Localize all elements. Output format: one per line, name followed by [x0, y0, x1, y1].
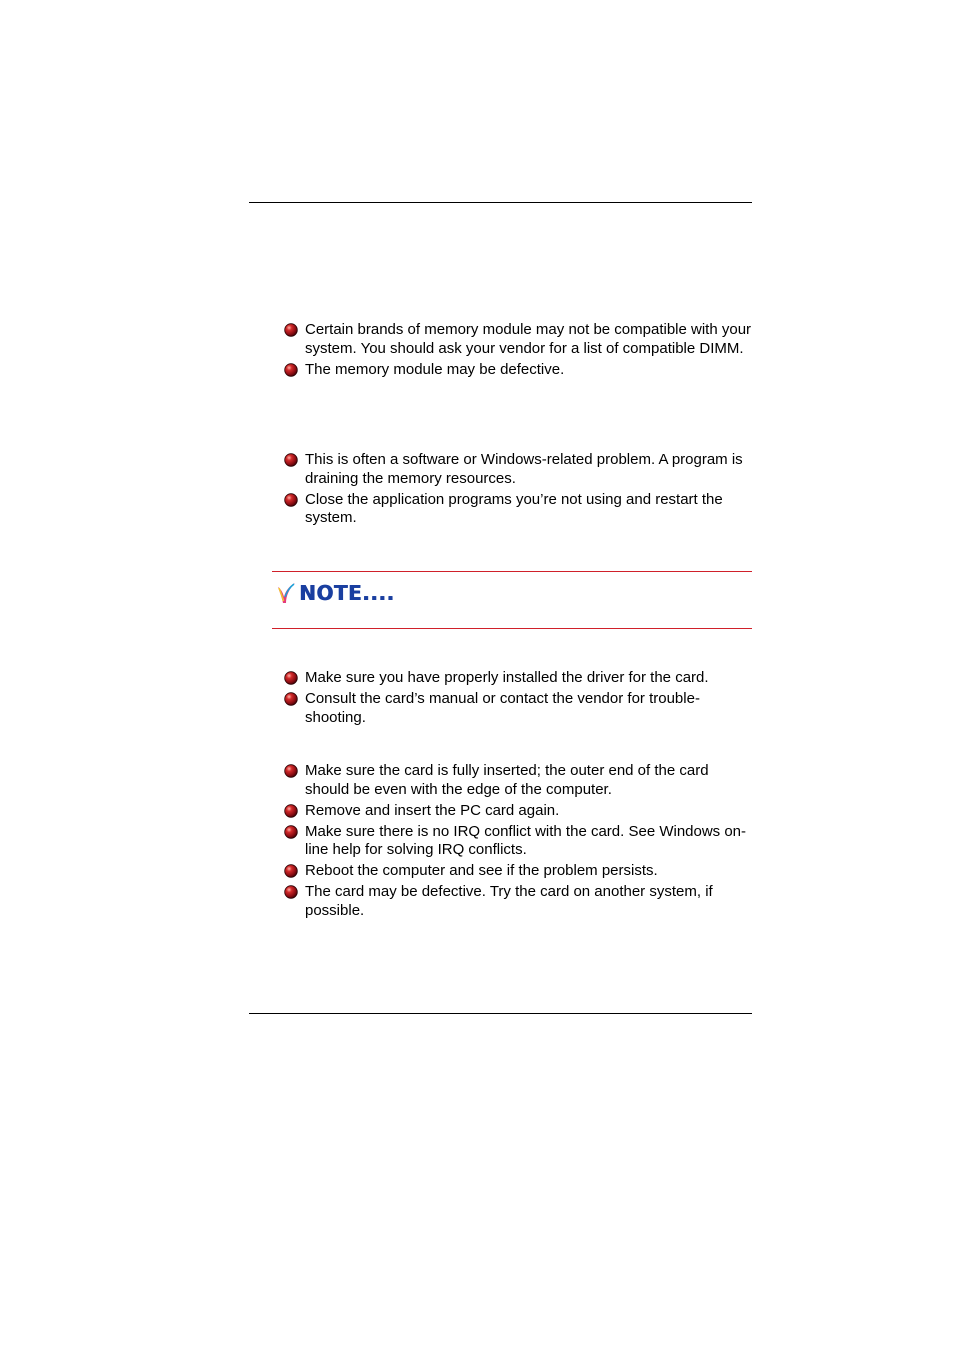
list-item: [284, 361, 756, 380]
bullet-list-card-driver: [284, 669, 756, 730]
list-item-text: The card may be defective. Try the card on another system, if possible.: [305, 883, 713, 919]
red-ball-bullet-icon: [284, 453, 298, 467]
list-item-text: Close the application programs you’re not using and restart the system.: [305, 490, 723, 526]
note-logo-text: NOTE....: [299, 581, 395, 605]
red-ball-bullet-icon: [284, 864, 298, 878]
red-ball-bullet-icon: [284, 764, 298, 778]
red-ball-bullet-icon: [284, 323, 298, 337]
list-item: [284, 762, 756, 799]
list-item: [284, 823, 756, 860]
red-ball-bullet-icon: [284, 885, 298, 899]
list-item-text: Remove and insert the PC card again.: [305, 801, 560, 819]
list-item-text: Make sure the card is fully inserted; the outer end of the card should be even with the edge of the computer.: [305, 762, 709, 798]
list-item: [284, 491, 756, 528]
list-item: [284, 669, 756, 688]
list-item-text: Consult the card’s manual or contact the vendor for trouble-shooting.: [305, 690, 700, 726]
note-logo: [275, 580, 394, 606]
list-item: [284, 451, 756, 488]
red-ball-bullet-icon: [284, 825, 298, 839]
bullet-list-pc-card: [284, 762, 756, 923]
note-rule-bottom: [272, 628, 752, 629]
bullet-list-memory-resources: [284, 451, 756, 530]
list-item: [284, 802, 756, 821]
red-ball-bullet-icon: [284, 363, 298, 377]
list-item-text: Certain brands of memory module may not be compatible with your system. You should ask your vendor for a list of compatible DIMM.: [305, 321, 752, 357]
red-ball-bullet-icon: [284, 671, 298, 685]
list-item-text: Reboot the computer and see if the problem persists.: [305, 862, 658, 879]
list-item: [284, 883, 756, 920]
list-item: [284, 690, 756, 727]
header-rule: [249, 202, 752, 203]
list-item-text: This is often a software or Windows-related problem. A program is draining the memory resources.: [305, 451, 743, 487]
note-check-icon: [275, 581, 297, 605]
list-item-text: The memory module may be defective.: [305, 360, 565, 378]
red-ball-bullet-icon: [284, 692, 298, 706]
list-item: [284, 862, 756, 881]
list-item-text: Make sure there is no IRQ conflict with the card. See Windows on-line help for solving IRQ conflicts.: [305, 822, 747, 858]
footer-rule: [249, 1013, 752, 1014]
list-item-text: Make sure you have properly installed the driver for the card.: [305, 669, 709, 686]
bullet-list-memory-compat: [284, 321, 756, 382]
list-item: [284, 321, 756, 358]
red-ball-bullet-icon: [284, 804, 298, 818]
note-rule-top: [272, 571, 752, 572]
red-ball-bullet-icon: [284, 493, 298, 507]
